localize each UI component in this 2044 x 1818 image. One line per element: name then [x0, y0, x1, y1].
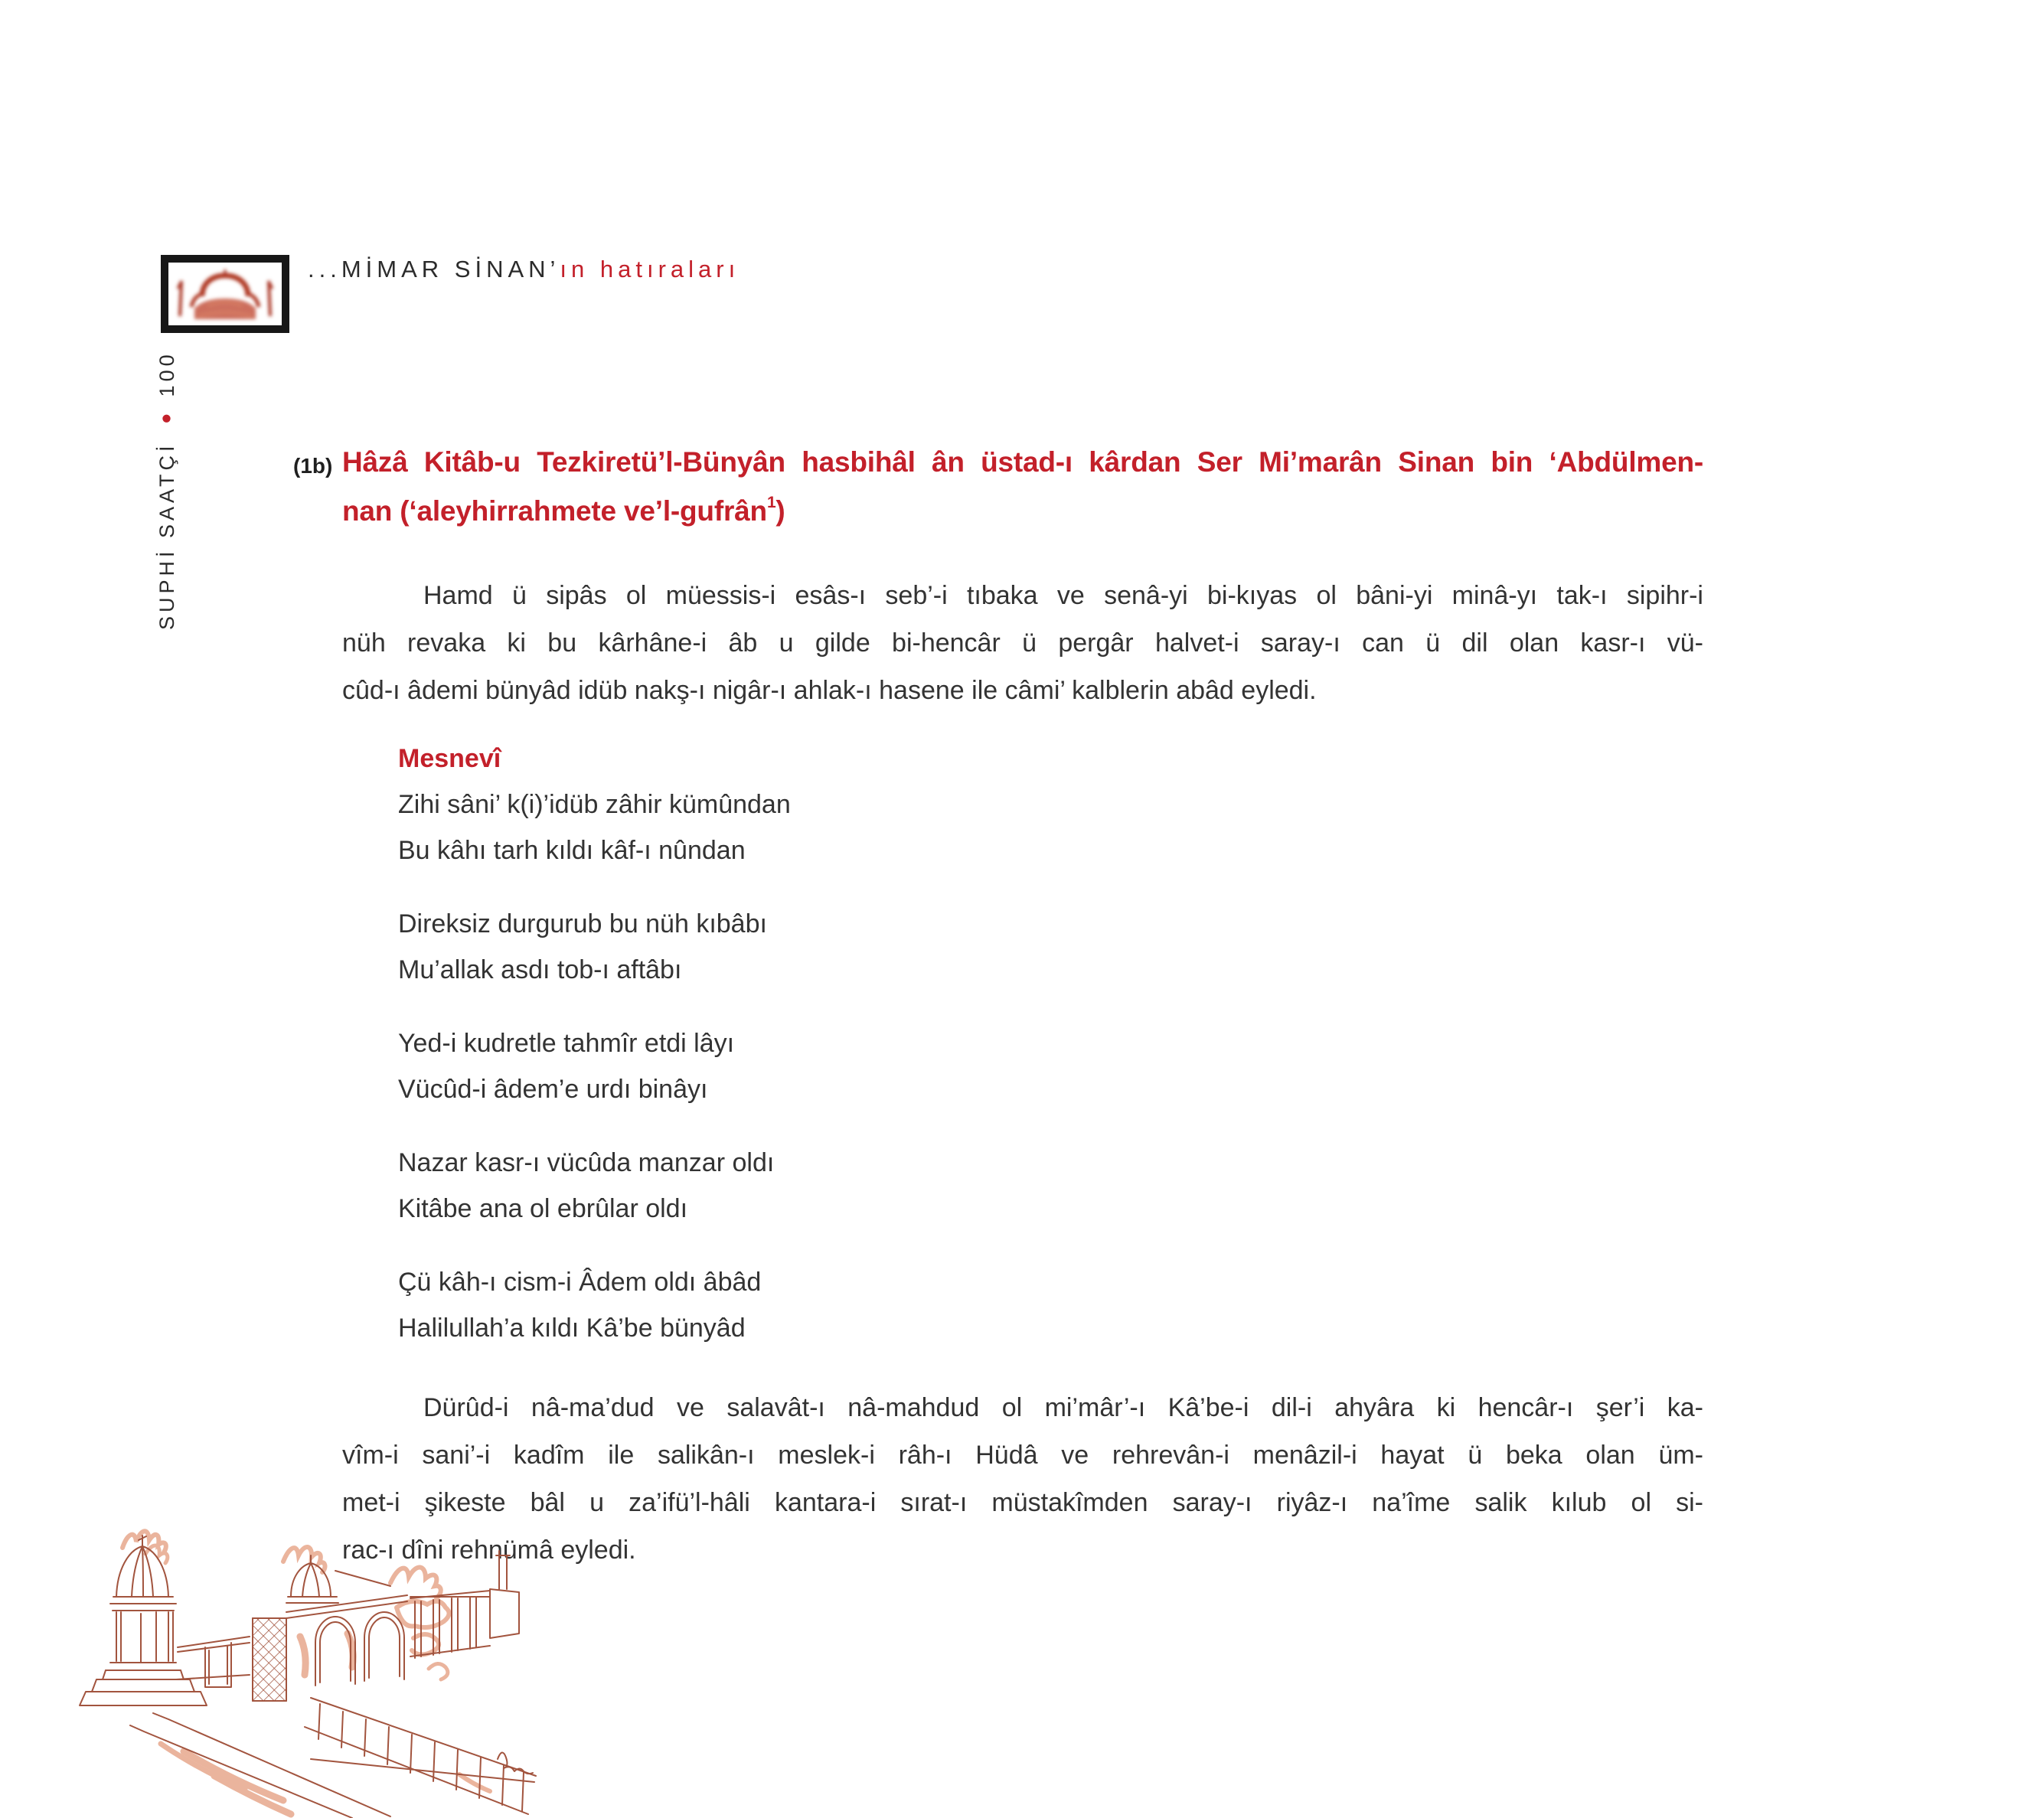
spine-text — [155, 348, 186, 630]
mesnevi-poem — [398, 736, 1703, 1351]
spine-author: SUPHİ SAATÇİ — [155, 442, 178, 630]
running-head — [308, 256, 740, 283]
verse-line: Direksiz durgurub bu nüh kıbâbı — [398, 909, 767, 938]
verse-line: Vücûd-i âdem’e urdı binâyı — [398, 1075, 708, 1104]
verse-line: Çü kâh-ı cism-i Âdem oldı âbâd — [398, 1268, 762, 1297]
folio-section-label: (1b) — [293, 454, 333, 478]
verse-line: Nazar kasr-ı vücûda manzar oldı — [398, 1148, 775, 1177]
footer-illustration — [31, 1522, 551, 1818]
text-line: met-i şikeste bâl u za’ifü’l-hâli kantara-i sırat-ı müstakîmden saray-ı riyâz-ı na’îme salik kılub ol si- — [342, 1488, 1703, 1517]
text-line: Hamd ü sipâs ol müessis-i esâs-ı seb’-i tıbaka ve senâ-yi bi-kıyas ol bâni-yi minâ-yı tak-ı sipihr-i — [423, 581, 1703, 610]
text-line: Dürûd-i nâ-ma’dud ve salavât-ı nâ-mahdud ol mi’mâr’-ı Kâ’be-i dil-i ahyâra ki hencâr-ı şer’i ka- — [423, 1393, 1703, 1422]
verse-line: Yed-i kudretle tahmîr etdi lâyı — [398, 1029, 735, 1058]
footnote-reference: 1 — [766, 493, 776, 511]
text-line: vîm-i sani’-i kadîm ile salikân-ı meslek-i râh-ı Hüdâ ve rehrevân-i menâzil-i hayat ü beka olan üm- — [342, 1441, 1703, 1470]
chapter-heading-line-2: nan (‘aleyhirrahmete ve’l-gufrân$^1$) — [342, 493, 785, 527]
text-column — [293, 438, 1703, 1574]
running-head-black: ...MİMAR SİNAN’ — [308, 256, 560, 282]
chapter-logo-frame — [161, 255, 289, 333]
spine-bullet-icon: ● — [156, 409, 177, 430]
chapter-heading — [293, 438, 1703, 536]
spine-page-number: 100 — [155, 351, 178, 397]
couplet — [398, 1020, 1703, 1112]
text-line: nüh revaka ki bu kârhâne-i âb u gilde bi-hencâr ü pergâr halvet-i saray-ı can ü dil olan kasr-ı vü- — [342, 628, 1703, 658]
chapter-heading-line-1: Hâzâ Kitâb-u Tezkiretü’l-Bünyân hasbihâl ân üstad-ı kârdan Ser Mi’marân Sinan bin ‘Abdülmen- — [342, 446, 1703, 478]
couplet — [398, 901, 1703, 993]
paragraph-1 — [342, 572, 1703, 714]
couplet — [398, 1140, 1703, 1232]
verse-line: Mu’allak asdı tob-ı aftâbı — [398, 955, 682, 984]
couplet — [398, 782, 1703, 873]
courtyard-sketch-image — [31, 1522, 551, 1818]
mosque-logo-icon — [168, 263, 282, 325]
verse-line: Halilullah’a kıldı Kâ’be bünyâd — [398, 1314, 746, 1343]
poem-label: Mesnevî — [398, 744, 501, 773]
couplet — [398, 1259, 1703, 1351]
text-line: rac-ı dîni rehnümâ eyledi. — [342, 1536, 636, 1565]
sketch-linework — [80, 1536, 536, 1818]
verse-line: Zihi sâni’ k(i)’idüb zâhir kümûndan — [398, 790, 791, 819]
running-head-red: ın hatıraları — [560, 256, 740, 282]
text-line: cûd-ı âdemi bünyâd idüb nakş-ı nigâr-ı ahlak-ı hasene ile câmi’ kalblerin abâd eyledi. — [342, 676, 1317, 705]
verse-line: Bu kâhı tarh kıldı kâf-ı nûndan — [398, 836, 746, 865]
verse-line: Kitâbe ana ol ebrûlar oldı — [398, 1194, 688, 1223]
